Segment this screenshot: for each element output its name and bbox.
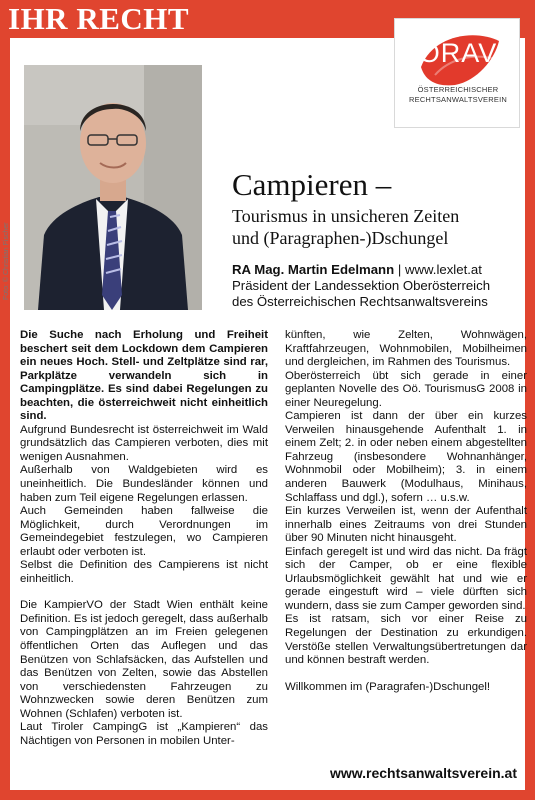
author-portrait [24, 65, 202, 310]
paragraph: Die KampierVO der Stadt Wien enthält keine Definition. Es ist jedoch geregelt, dass außerhalb von Campingplätzen an im Freien gelegenen öffentlichen Orten das Auflegen und das Benützen von Schlafsäcken, das Aufstellen und das Benützen von Zelten, sowie das Abstellen von verschiedensten Fahrzeugen zu Wohnzwecken sowie deren Benützen zum Wohnen (Schlafen) verboten ist. [20, 599, 268, 720]
article-title: Campieren – [232, 167, 392, 202]
paragraph: Ein kurzes Verweilen ist, wenn der Aufenthalt innerhalb eines Zeitraums von drei Stunden über 90 Minuten nicht hinausgeht. [285, 505, 527, 545]
paragraph: Außerhalb von Waldgebieten wird es uneinheitlich. Die Bundesländer können und haben zum Teil eigene Regelungen erlassen. [20, 464, 268, 504]
author-separator: | [394, 262, 405, 277]
author-line [232, 262, 532, 278]
paragraph: Einfach geregelt ist und wird das nicht. Da frägt sich der Camper, ob er eine flexible Urlaubsmöglichkeit gewählt hat und wie er gerade eingestuft wird – viele dürften sich wundern, dass sie zum Camper geworden sind. [285, 545, 527, 612]
photo-credit: Foto: © Christian Fischer [3, 222, 10, 300]
paragraph-gap [285, 668, 527, 681]
subtitle-line-1: Tourismus in unsicheren Zeiten [232, 206, 460, 226]
paragraph: künften, wie Zelten, Wohnwägen, Kraftfahrzeugen, Wohnmobilen, Mobilheimen und dergleichen, im Rahmen des Tourismus. [285, 329, 527, 369]
oerav-logo [394, 18, 520, 128]
paragraph: Auch Gemeinden haben fallweise die Möglichkeit, durch Verordnungen im Gemeindegebiet festzulegen, wo Campieren erlaubt oder verboten ist. [20, 505, 268, 558]
paragraph: Laut Tiroler CampingG ist „Kampieren“ das Nächtigen von Personen in mobilen Unter- [20, 721, 268, 747]
paragraph: Campieren ist dann der über ein kurzes Verweilen hinausgehende Aufenthalt 1. in einem Zelt; 2. in oder neben einem abgestellten Fahrzeug (insbesondere Wohnanhänger, Wohnmobil oder Mobilheim); 3. in einem anderen Bauwerk (Modulhaus, Minihaus, Schlaffass und dgl.), sofern … u.s.w. [285, 410, 527, 504]
author-photo [24, 65, 202, 310]
paragraph: Selbst die Definition des Campierens ist nicht einheitlich. [20, 559, 268, 585]
logo-subtitle [395, 85, 521, 105]
subtitle-line-2: und (Paragraphen-)Dschungel [232, 228, 449, 248]
author-block [232, 262, 532, 310]
paragraph: Es ist ratsam, sich vor einer Reise zu Regelungen der Destination zu erkundigen. Verstöße stellen Verwaltungsübertretungen dar und können bestraft werden. [285, 613, 527, 667]
section-title: IHR RECHT [8, 1, 190, 36]
author-name: RA Mag. Martin Edelmann [232, 262, 395, 277]
paragraph: Aufgrund Bundesrecht ist österreichweit im Wald grundsätzlich das Campieren verboten, dies mit wenigen Ausnahmen. [20, 423, 268, 463]
article-lead: Die Suche nach Erholung und Freiheit beschert seit dem Lockdown dem Campieren ein neues Hoch. Stell- und Zeltplätze sind rar, Parkplätze verwandeln sich in Campingplätze. Es sind dabei Regelungen zu beachten, die österreichweit nicht einheitlich sind. [20, 329, 268, 423]
paragraph: Oberösterreich übt sich gerade in einer geplanten Novelle des Oö. TourismusG 2008 in einer Neuregelung. [285, 369, 527, 409]
article-column-right [285, 329, 527, 694]
article-column-left [20, 329, 268, 748]
article-subtitle [232, 205, 522, 249]
logo-acronym: ÖRAV [418, 38, 498, 68]
logo-line-2: RECHTSANWALTSVEREIN [409, 95, 507, 104]
author-url-link[interactable]: www.lexlet.at [404, 262, 482, 277]
logo-line-1: ÖSTERREICHISCHER [417, 85, 499, 94]
paragraph: Willkommen im (Paragrafen-)Dschungel! [285, 680, 491, 693]
author-role-line-1: Präsident der Landessektion Oberösterreich [232, 278, 491, 293]
footer-url-link[interactable]: www.rechtsanwaltsverein.at [330, 765, 517, 781]
author-role-line-2: des Österreichischen Rechtsanwaltsvereins [232, 294, 488, 309]
paragraph-gap [20, 586, 268, 599]
